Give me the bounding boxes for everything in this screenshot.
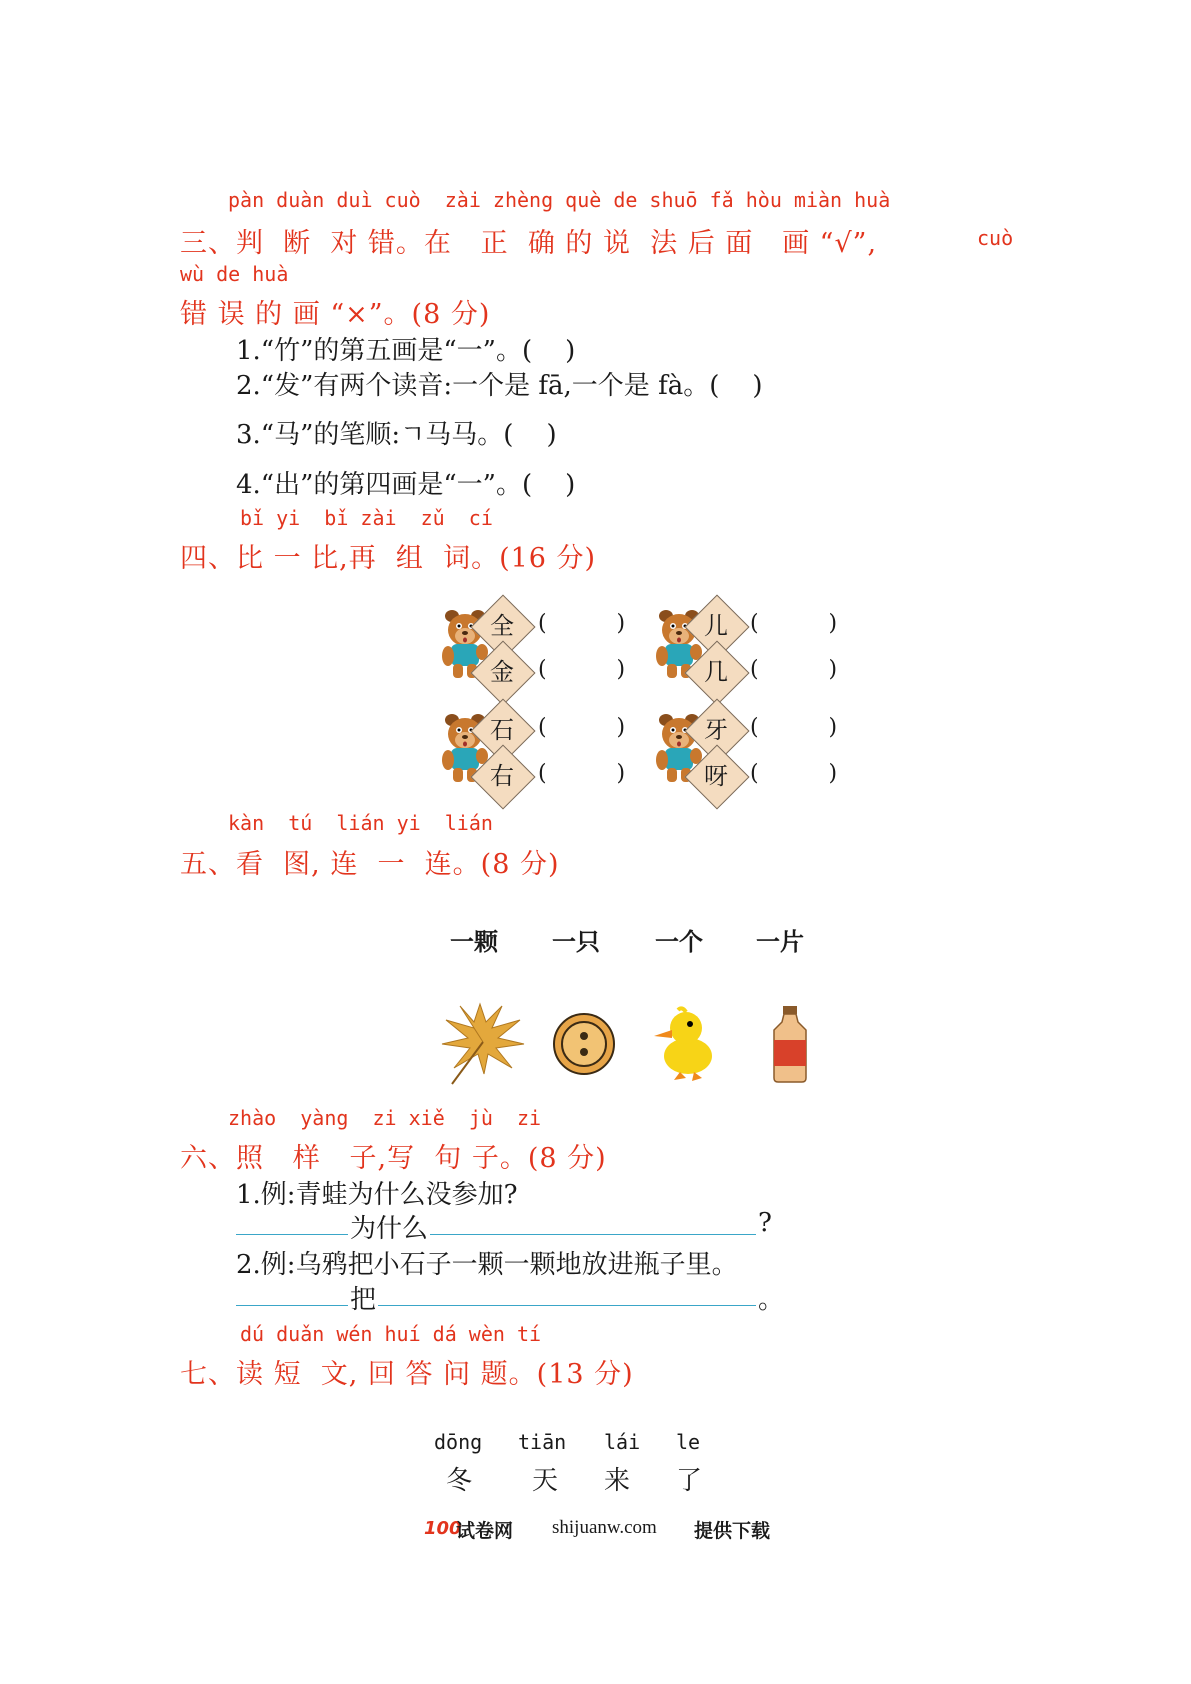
- measure-word-3[interactable]: 一个: [655, 928, 703, 956]
- sec3-item-3: 3.“马”的笔顺:ㄱ马马。( ): [236, 420, 557, 450]
- story-title-3: 来: [604, 1466, 631, 1496]
- button-icon[interactable]: [552, 1012, 616, 1076]
- sec5-pinyin: kàn tú lián yi lián: [228, 811, 493, 835]
- sec6-ex1-end: ?: [758, 1208, 772, 1238]
- sec6-ex1-mid: 为什么: [350, 1214, 429, 1244]
- leaf-icon[interactable]: [440, 1002, 526, 1086]
- sec3-pinyin-1: pàn duàn duì cuò zài zhèng què de shuō fǎ hòu miàn huà: [228, 188, 891, 212]
- measure-word-4[interactable]: 一片: [756, 928, 804, 956]
- sec3-pinyin-2: wù de huà: [180, 262, 289, 286]
- sec4-title: 四、比 一 比,再 组 词。(16 分): [180, 543, 597, 574]
- story-pinyin-4: le: [676, 1430, 701, 1454]
- story-title-4: 了: [676, 1466, 703, 1496]
- answer-paren[interactable]: ( ): [750, 611, 838, 636]
- story-pinyin-1: dōng: [434, 1430, 483, 1454]
- footer-tail: 提供下载: [694, 1520, 771, 1542]
- answer-paren[interactable]: ( ): [538, 611, 626, 636]
- bottle-icon[interactable]: [770, 1004, 810, 1084]
- answer-blank[interactable]: [430, 1234, 756, 1235]
- char-2a: 儿: [704, 612, 728, 640]
- sec3-item-4: 4.“出”的第四画是“一”。( ): [236, 470, 576, 500]
- answer-blank[interactable]: [236, 1305, 348, 1306]
- story-pinyin-3: lái: [604, 1430, 641, 1454]
- sec3-item-1: 1.“竹”的第五画是“一”。( ): [236, 336, 576, 366]
- duckling-icon[interactable]: [650, 1006, 720, 1082]
- sec7-pinyin: dú duǎn wén huí dá wèn tí: [240, 1322, 542, 1346]
- story-title-1: 冬: [446, 1466, 473, 1496]
- sec6-example-1: 1.例:青蛙为什么没参加?: [236, 1180, 518, 1210]
- answer-paren[interactable]: ( ): [750, 657, 838, 682]
- sec5-title: 五、看 图, 连 一 连。(8 分): [180, 849, 560, 880]
- answer-paren[interactable]: ( ): [538, 761, 626, 786]
- char-2b: 几: [704, 658, 728, 686]
- answer-blank[interactable]: [236, 1234, 348, 1235]
- char-4b: 呀: [704, 762, 728, 790]
- footer-site[interactable]: shijuanw.com: [552, 1517, 657, 1538]
- sec3-title-1: 三、判 断 对 错。在 正 确 的 说 法 后 面 画 “√”,: [180, 228, 878, 259]
- footer-logo-text: 试卷网: [456, 1520, 514, 1542]
- sec6-example-2: 2.例:乌鸦把小石子一颗一颗地放进瓶子里。: [236, 1250, 738, 1280]
- answer-paren[interactable]: ( ): [750, 715, 838, 740]
- char-1a: 全: [490, 612, 514, 640]
- sec6-pinyin: zhào yàng zi xiě jù zi: [228, 1106, 542, 1130]
- measure-word-2[interactable]: 一只: [552, 928, 600, 956]
- answer-blank[interactable]: [378, 1305, 756, 1306]
- sec4-pinyin: bǐ yi bǐ zài zǔ cí: [240, 506, 493, 530]
- answer-paren[interactable]: ( ): [538, 715, 626, 740]
- sec6-ex2-mid: 把: [350, 1285, 377, 1315]
- story-title-2: 天: [532, 1466, 559, 1496]
- story-pinyin-2: tiān: [518, 1430, 567, 1454]
- sec3-title-1-tail: cuò: [977, 226, 1014, 250]
- footer-logo-number: 100: [424, 1518, 462, 1539]
- char-1b: 金: [490, 658, 514, 686]
- sec3-title-2: 错 误 的 画 “×”。(8 分): [180, 299, 491, 330]
- answer-paren[interactable]: ( ): [750, 761, 838, 786]
- sec6-title: 六、照 样 子,写 句 子。(8 分): [180, 1143, 607, 1174]
- measure-word-1[interactable]: 一颗: [450, 928, 498, 956]
- sec6-ex2-end: 。: [758, 1285, 785, 1315]
- sec3-item-2: 2.“发”有两个读音:一个是 fā,一个是 fà。( ): [236, 371, 763, 401]
- answer-paren[interactable]: ( ): [538, 657, 626, 682]
- char-4a: 牙: [704, 716, 728, 744]
- char-3b: 右: [490, 762, 514, 790]
- sec7-title: 七、读 短 文, 回 答 问 题。(13 分): [180, 1359, 634, 1390]
- char-3a: 石: [490, 716, 514, 744]
